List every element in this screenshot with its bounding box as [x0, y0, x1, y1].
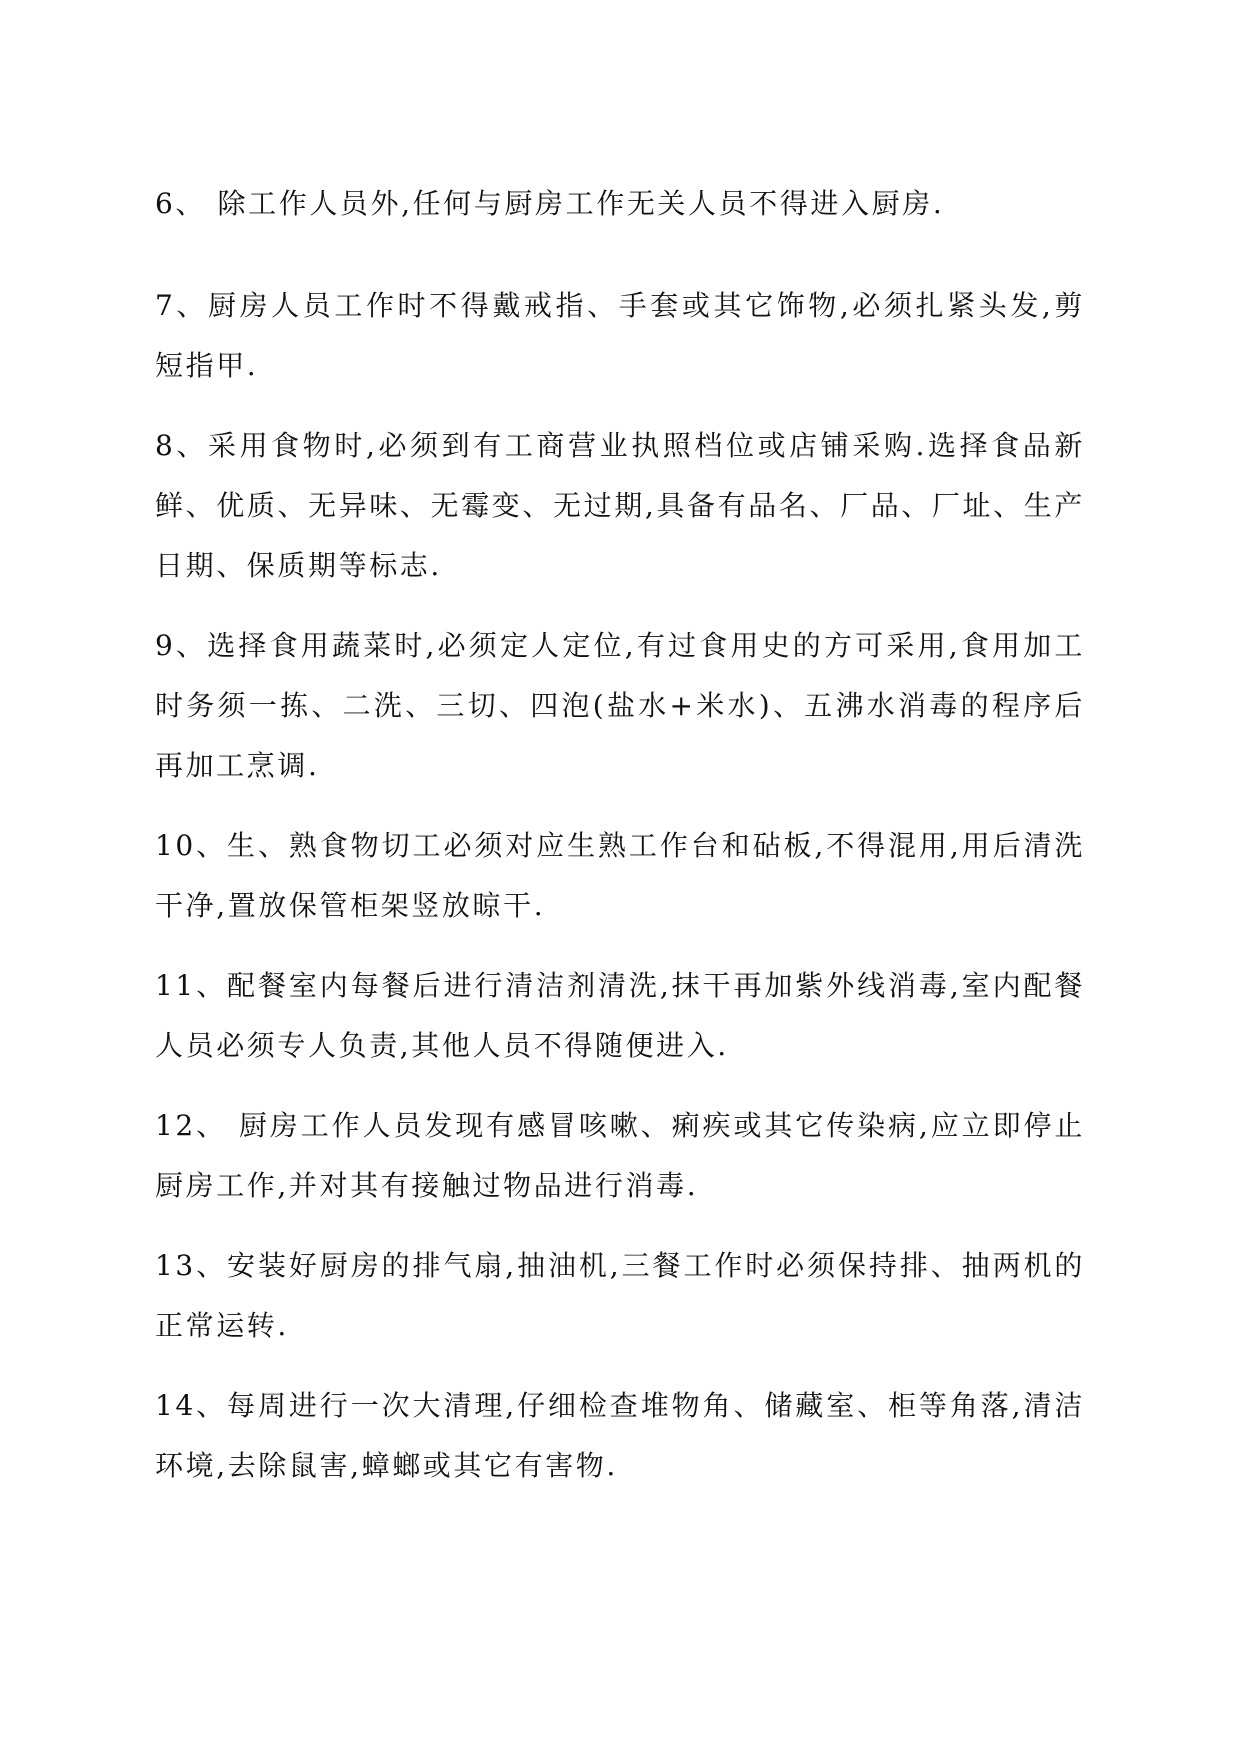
- rule-item-11: 11、配餐室内每餐后进行清洁剂清洗,抹干再加紫外线消毒,室内配餐人员必须专人负责,其他人员不得随便进入.: [155, 969, 1085, 1062]
- rule-list: [155, 174, 1085, 1516]
- rule-item-7: 7、厨房人员工作时不得戴戒指、手套或其它饰物,必须扎紧头发,剪短指甲.: [155, 289, 1085, 382]
- rule-item-13: 13、安装好厨房的排气扇,抽油机,三餐工作时必须保持排、抽两机的正常运转.: [155, 1249, 1085, 1342]
- rule-item-6: 6、 除工作人员外,任何与厨房工作无关人员不得进入厨房.: [155, 187, 945, 220]
- rule-item-14: 14、每周进行一次大清理,仔细检查堆物角、储藏室、柜等角落,清洁环境,去除鼠害,蟑螂或其它有害物.: [155, 1389, 1085, 1482]
- rule-item-10: 10、生、熟食物切工必须对应生熟工作台和砧板,不得混用,用后清洗干净,置放保管柜架竖放晾干.: [155, 829, 1085, 922]
- rule-item-9: 9、选择食用蔬菜时,必须定人定位,有过食用史的方可采用,食用加工时务须一拣、二洗、三切、四泡(盐水+米水)、五沸水消毒的程序后再加工烹调.: [155, 629, 1085, 782]
- rule-item-8: 8、采用食物时,必须到有工商营业执照档位或店铺采购.选择食品新鲜、优质、无异味、无霉变、无过期,具备有品名、厂品、厂址、生产日期、保质期等标志.: [155, 429, 1085, 582]
- rule-item-12: 12、 厨房工作人员发现有感冒咳嗽、痢疾或其它传染病,应立即停止厨房工作,并对其有接触过物品进行消毒.: [155, 1109, 1085, 1202]
